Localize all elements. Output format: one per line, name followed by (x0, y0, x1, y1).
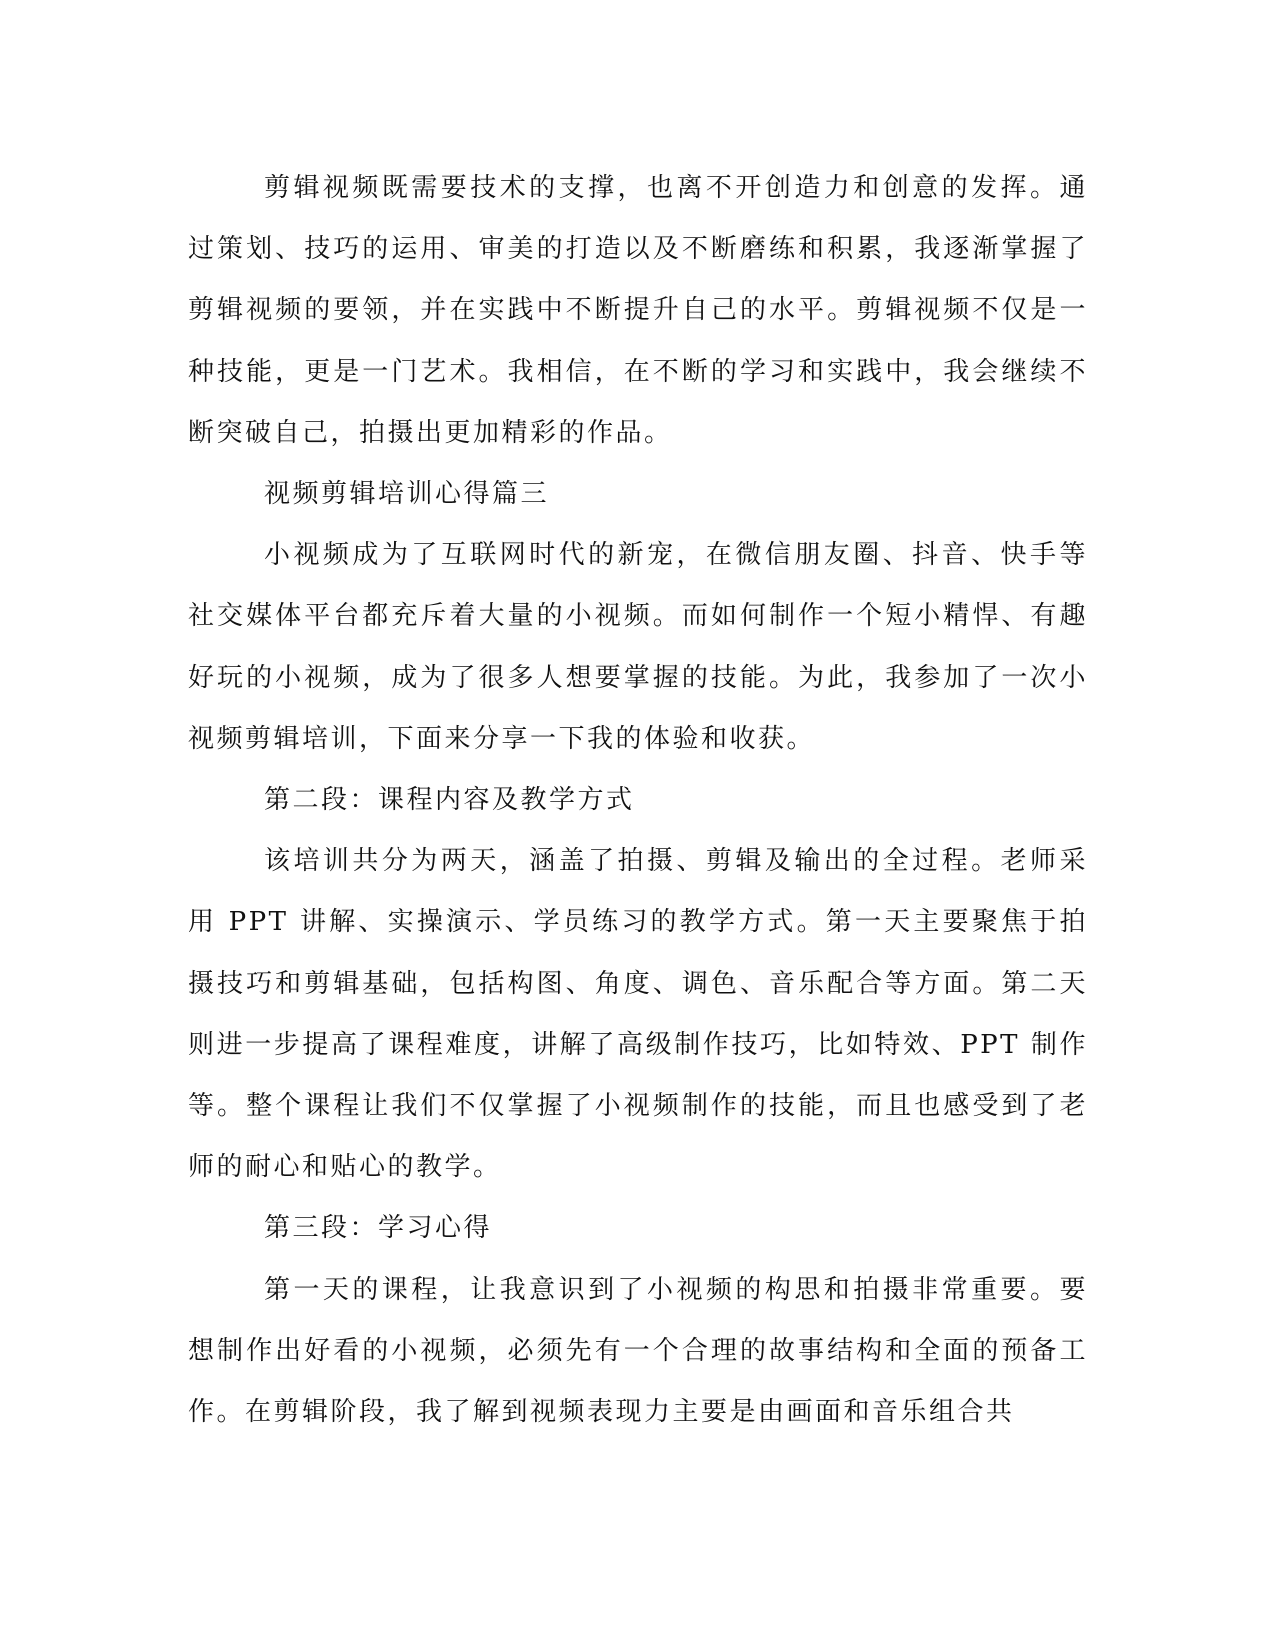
document-body (188, 158, 1088, 1443)
section-heading-course-content: 第二段：课程内容及教学方式 (264, 785, 635, 816)
paragraph-intro: 小视频成为了互联网时代的新宠，在微信朋友圈、抖音、快手等社交媒体平台都充斥着大量的小视频。而如何制作一个短小精悍、有趣好玩的小视频，成为了很多人想要掌握的技能。为此，我参加了一次小视频剪辑培训，下面来分享一下我的体验和收获。 (188, 540, 1088, 754)
section-heading-learning-notes: 第三段：学习心得 (264, 1213, 493, 1244)
paragraph-course-content: 该培训共分为两天，涵盖了拍摄、剪辑及输出的全过程。老师采用 PPT 讲解、实操演示、学员练习的教学方式。第一天主要聚焦于拍摄技巧和剪辑基础，包括构图、角度、调色、音乐配合等方面。第二天则进一步提高了课程难度，讲解了高级制作技巧，比如特效、PPT 制作等。整个课程让我们不仅掌握了小视频制作的技能，而且也感受到了老师的耐心和贴心的教学。 (188, 846, 1088, 1183)
paragraph-learning-notes: 第一天的课程，让我意识到了小视频的构思和拍摄非常重要。要想制作出好看的小视频，必须先有一个合理的故事结构和全面的预备工作。在剪辑阶段，我了解到视频表现力主要是由画面和音乐组合共 (188, 1274, 1088, 1428)
section-heading-part-three: 视频剪辑培训心得篇三 (264, 479, 550, 510)
paragraph-conclusion: 剪辑视频既需要技术的支撑，也离不开创造力和创意的发挥。通过策划、技巧的运用、审美的打造以及不断磨练和积累，我逐渐掌握了剪辑视频的要领，并在实践中不断提升自己的水平。剪辑视频不仅是一种技能，更是一门艺术。我相信，在不断的学习和实践中，我会继续不断突破自己，拍摄出更加精彩的作品。 (188, 173, 1088, 448)
